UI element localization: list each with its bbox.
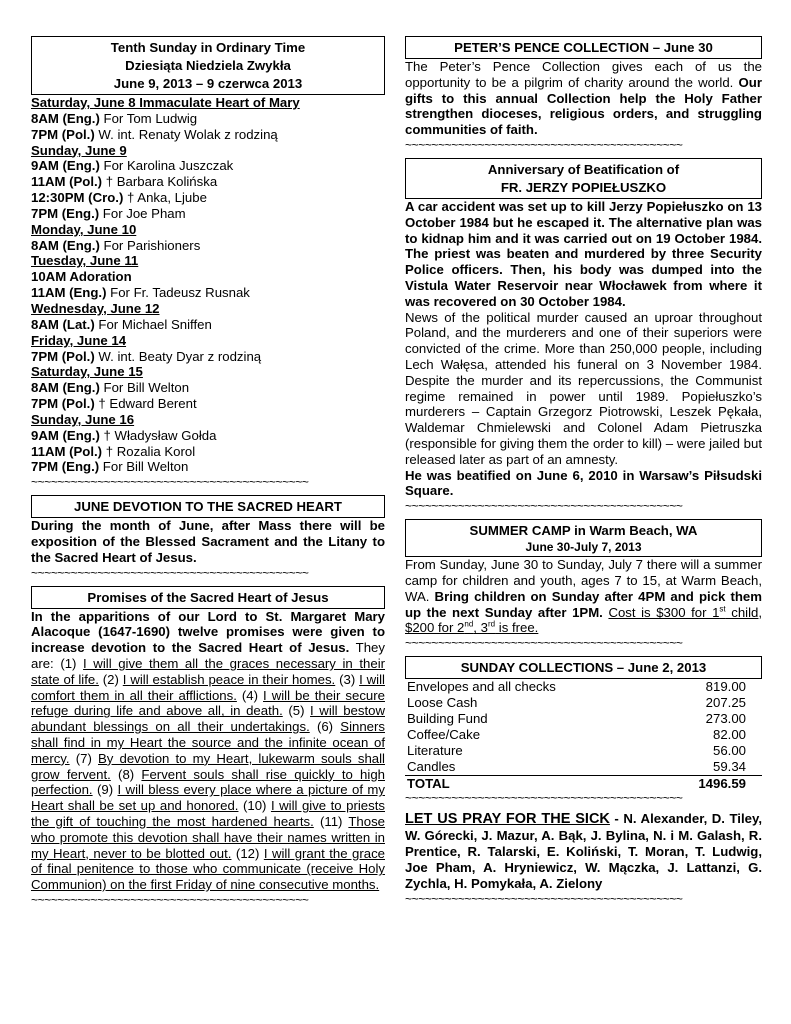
beatification-title-name: FR. JERZY POPIEŁUSZKO xyxy=(500,179,667,195)
promise-number: (1) xyxy=(60,656,84,672)
sick-dash: - xyxy=(609,811,624,827)
schedule-mass xyxy=(31,158,385,174)
left-column xyxy=(31,36,385,907)
promise-text: I will establish peace in their homes. xyxy=(122,671,336,687)
promises-title-box xyxy=(31,586,385,609)
mass-intention: For Karolina Juszczak xyxy=(99,158,234,174)
beatification-p3: He was beatified on June 6, 2010 in Warsaw’s Piłsudski Square. xyxy=(405,467,762,499)
promise-text: I will bless every place where a picture of my Heart shall be set up and honored. xyxy=(31,782,385,814)
mass-time: 11AM (Eng.) xyxy=(31,285,107,301)
schedule-mass xyxy=(31,269,385,285)
mass-schedule xyxy=(31,95,385,475)
sick-heading: LET US PRAY FOR THE SICK xyxy=(405,811,610,828)
mass-time: 7PM (Pol.) xyxy=(31,396,95,412)
promise-number: (9) xyxy=(92,782,118,798)
mass-intention: For Bill Welton xyxy=(99,380,190,396)
mass-time: 7PM (Eng.) xyxy=(31,205,100,221)
peters-pence-text xyxy=(405,59,762,138)
mass-time: 8AM (Lat.) xyxy=(31,316,95,332)
promise-text: I will comfort them in all their afflictions. xyxy=(31,671,385,703)
mass-time: 10AM Adoration xyxy=(31,269,132,285)
collection-label: Loose Cash xyxy=(407,695,478,711)
collection-row xyxy=(405,711,762,727)
collection-row xyxy=(405,759,762,775)
promise-number: (8) xyxy=(110,766,142,782)
mass-time: 7PM (Pol.) xyxy=(31,126,95,142)
promise-text: I will give to priests the gift of touching the most hardened hearts. xyxy=(31,798,385,829)
mass-time: 9AM (Eng.) xyxy=(31,158,100,174)
mass-intention: For Parishioners xyxy=(99,237,201,253)
collection-amount: 82.00 xyxy=(712,726,746,742)
mass-intention: W. int. Renaty Wolak z rodziną xyxy=(94,126,278,142)
collection-label: Building Fund xyxy=(407,710,488,726)
promise-text: I will grant the grace of final penitence to those who communicate (receive Holy Communion) on the first Friday of nine consecutive months. xyxy=(31,845,385,893)
promise-number: (11) xyxy=(313,814,349,829)
mass-time: 8AM (Eng.) xyxy=(31,237,100,253)
collections-title: SUNDAY COLLECTIONS – June 2, 2013 xyxy=(460,660,707,676)
devotion-title: JUNE DEVOTION TO THE SACRED HEART xyxy=(74,499,342,515)
devotion-title-box xyxy=(31,495,385,518)
mass-time: 7PM (Pol.) xyxy=(31,348,95,364)
schedule-day: Tuesday, June 11 xyxy=(31,253,139,269)
camp-body: From Sunday, June 30 to Sunday, July 7 there will a summer camp for children and youth, ages 7 to 15, at Warm Beach, WA. xyxy=(405,557,762,604)
schedule-day: Saturday, June 8 Immaculate Heart of Mary xyxy=(31,95,300,110)
mass-intention: † Edward Berent xyxy=(94,396,197,412)
beatification-p1: A car accident was set up to kill Jerzy Popiełuszko on 13 October 1984 but he escaped it. The alternative plan was to kidnap him and it was carried out on 19 October 1984. The priest was beaten and murdered by three Security Police officers. Then, his body was dumped into the Vistula Water Reservoir near Włocławek from where it was recovered on 30 October 1984. xyxy=(405,198,762,309)
mass-intention: W. int. Beaty Dyar z rodziną xyxy=(94,348,262,364)
mass-intention: For Joe Pham xyxy=(99,205,186,221)
schedule-mass xyxy=(31,111,385,127)
promises-intro: In the apparitions of our Lord to St. Margaret Mary Alacoque (1647-1690) twelve promises were given to increase devotion to the Sacred Heart of Jesus. xyxy=(31,608,385,656)
mass-time: 11AM (Pol.) xyxy=(31,443,103,459)
schedule-mass xyxy=(31,285,385,301)
collection-label: Candles xyxy=(405,759,655,775)
collection-total-amount: 1496.59 xyxy=(698,775,746,791)
mass-intention: For Fr. Tadeusz Rusnak xyxy=(106,285,250,301)
mass-time: 9AM (Eng.) xyxy=(31,427,100,443)
mass-header-title: Tenth Sunday in Ordinary Time xyxy=(110,40,306,55)
mass-time: 12:30PM (Cro.) xyxy=(31,190,124,206)
schedule-day: Wednesday, June 12 xyxy=(31,300,160,316)
schedule-mass xyxy=(31,317,385,333)
separator: ~~~~~~~~~~~~~~~~~~~~~~~~~~~~~~~~~~~~~~~~~~ xyxy=(405,892,683,907)
peters-pence-title-box xyxy=(405,36,762,59)
mass-header-date: June 9, 2013 – 9 czerwca 2013 xyxy=(113,76,303,91)
promise-text: I will bestow abundant blessings on all their undertakings. xyxy=(31,703,385,735)
camp-text xyxy=(405,557,762,636)
promises-lead: They are: xyxy=(31,640,385,672)
collection-amount: 207.25 xyxy=(705,695,746,711)
promise-number: (3) xyxy=(335,671,360,687)
schedule-day: Sunday, June 9 xyxy=(31,142,127,158)
beatification-title-box xyxy=(405,158,762,199)
collection-total-row xyxy=(405,775,762,791)
schedule-mass xyxy=(31,459,385,475)
schedule-mass xyxy=(31,428,385,444)
mass-header-title-pl: Dziesiąta Niedziela Zwykła xyxy=(125,58,291,73)
promise-text: Sinners shall find in my Heart the source and the infinite ocean of mercy. xyxy=(31,719,385,766)
promise-text: By devotion to my Heart, lukewarm souls shall grow fervent. xyxy=(31,750,385,782)
peters-pence-bold: Our gifts to this annual Collection help the Holy Father strengthen dioceses, religious orders, and struggling communities of faith. xyxy=(405,74,762,138)
schedule-day: Monday, June 10 xyxy=(31,221,137,237)
promise-number: (7) xyxy=(69,750,98,766)
separator: ~~~~~~~~~~~~~~~~~~~~~~~~~~~~~~~~~~~~~~~~~~ xyxy=(31,565,309,580)
promise-number: (12) xyxy=(231,845,264,861)
mass-intention: For Michael Sniffen xyxy=(94,316,212,332)
camp-title-box xyxy=(405,519,762,557)
separator: ~~~~~~~~~~~~~~~~~~~~~~~~~~~~~~~~~~~~~~~~~~ xyxy=(405,499,683,514)
separator: ~~~~~~~~~~~~~~~~~~~~~~~~~~~~~~~~~~~~~~~~~~ xyxy=(31,892,309,907)
promise-text: Those who promote this devotion shall have their names written in my Heart, never to be blotted out. xyxy=(31,814,386,861)
beatification-p2: News of the political murder caused an uproar throughout Poland, and the murderers and one of their superiors were convicted of the crime. More than 250,000 people, including Lech Wałęsa, attended his funeral on 3 November 1984. Despite the murder and its repercussions, the Communist regime remained in power until 1989. Popiełuszko’s murderers – Captain Grzegorz Piotrowski, Leszek Pękała, Waldemar Chmielewski and Colonel Adam Pietruszka (responsible for giving them the order to kill) – were jailed but released later as part of an amnesty. xyxy=(405,309,762,467)
schedule-mass xyxy=(31,444,385,460)
schedule-day: Sunday, June 16 xyxy=(31,411,135,427)
promise-number: (6) xyxy=(309,719,341,735)
collection-label: Coffee/Cake xyxy=(407,726,481,742)
promise-text: Fervent souls shall rise quickly to high perfection. xyxy=(31,766,385,798)
schedule-mass xyxy=(31,190,385,206)
separator: ~~~~~~~~~~~~~~~~~~~~~~~~~~~~~~~~~~~~~~~~~~ xyxy=(405,137,683,152)
promise-number: (4) xyxy=(236,687,264,703)
separator: ~~~~~~~~~~~~~~~~~~~~~~~~~~~~~~~~~~~~~~~~~~ xyxy=(405,791,683,806)
mass-time: 8AM (Eng.) xyxy=(31,380,100,396)
peters-pence-title: PETER’S PENCE COLLECTION – June 30 xyxy=(454,40,713,55)
collection-amount: 273.00 xyxy=(705,710,746,726)
right-column xyxy=(405,36,762,906)
sick-names: N. Alexander, D. Tiley, W. Górecki, J. Mazur, A. Bąk, J. Bylina, N. i M. Galash, R. Prentice, R. Talarski, E. Koliński, T. Moran, T. Ludwig, Joe Pham, A. Hryniewicz, W. Mączka, J. Lattanzi, G. Zychla, H. Pomykała, A. Zielony xyxy=(405,811,762,892)
collections-table xyxy=(405,679,762,791)
promises-title: Promises of the Sacred Heart of Jesus xyxy=(87,589,329,605)
collection-total-label: TOTAL xyxy=(407,775,450,791)
separator: ~~~~~~~~~~~~~~~~~~~~~~~~~~~~~~~~~~~~~~~~~~ xyxy=(31,475,309,490)
schedule-mass xyxy=(31,238,385,254)
schedule-mass xyxy=(31,206,385,222)
beatification-title: Anniversary of Beatification of xyxy=(487,161,680,177)
mass-intention: † Anka, Ljube xyxy=(123,190,207,206)
promise-text: I will give them all the graces necessary in their state of life. xyxy=(31,656,386,687)
mass-time: 11AM (Pol.) xyxy=(31,174,103,190)
schedule-mass xyxy=(31,396,385,412)
camp-cost: Cost is $300 for 1st child, $200 for 2nd, 3rd is free. xyxy=(405,604,763,636)
schedule-mass xyxy=(31,127,385,143)
promise-number: (10) xyxy=(238,798,271,814)
camp-bold: Bring children on Sunday after 4PM and pick them up the next Sunday after 1PM. xyxy=(405,588,762,620)
mass-intention: For Tom Ludwig xyxy=(99,110,198,126)
collections-title-box xyxy=(405,656,762,679)
collection-row xyxy=(405,695,762,711)
mass-intention: † Barbara Kolińska xyxy=(102,174,218,190)
schedule-mass xyxy=(31,380,385,396)
collection-label: Envelopes and all checks xyxy=(407,679,556,695)
mass-time: 7PM (Eng.) xyxy=(31,459,100,475)
collection-amount: 59.34 xyxy=(655,759,762,775)
mass-intention: † Rozalia Korol xyxy=(102,443,196,459)
devotion-text: During the month of June, after Mass there will be exposition of the Blessed Sacrament and the Litany to the Sacred Heart of Jesus. xyxy=(31,518,385,565)
mass-header-box xyxy=(31,36,385,95)
sick-prayer-list xyxy=(405,811,762,892)
camp-dates: June 30-July 7, 2013 xyxy=(525,540,642,555)
collection-row xyxy=(405,679,762,695)
camp-title: SUMMER CAMP in Warm Beach, WA xyxy=(469,523,698,539)
mass-intention: † Władysław Gołda xyxy=(99,427,217,443)
collection-label: Literature xyxy=(407,742,463,758)
peters-pence-body: The Peter’s Pence Collection gives each of us the opportunity to be a pilgrim of charity around the world. xyxy=(405,59,762,90)
schedule-day: Friday, June 14 xyxy=(31,332,127,348)
promise-number: (5) xyxy=(282,703,311,719)
schedule-mass xyxy=(31,349,385,365)
collection-row xyxy=(405,727,762,743)
collection-amount: 56.00 xyxy=(712,742,746,758)
mass-intention: For Bill Welton xyxy=(99,459,189,475)
schedule-mass xyxy=(31,174,385,190)
promise-text: I will be their secure refuge during life and above all, in death. xyxy=(31,687,385,719)
schedule-day: Saturday, June 15 xyxy=(31,364,143,380)
promises-text xyxy=(31,609,385,893)
collection-row xyxy=(405,743,762,759)
mass-time: 8AM (Eng.) xyxy=(31,110,100,126)
collection-amount: 819.00 xyxy=(705,679,746,695)
promise-number: (2) xyxy=(98,671,123,687)
separator: ~~~~~~~~~~~~~~~~~~~~~~~~~~~~~~~~~~~~~~~~~~ xyxy=(405,636,683,651)
